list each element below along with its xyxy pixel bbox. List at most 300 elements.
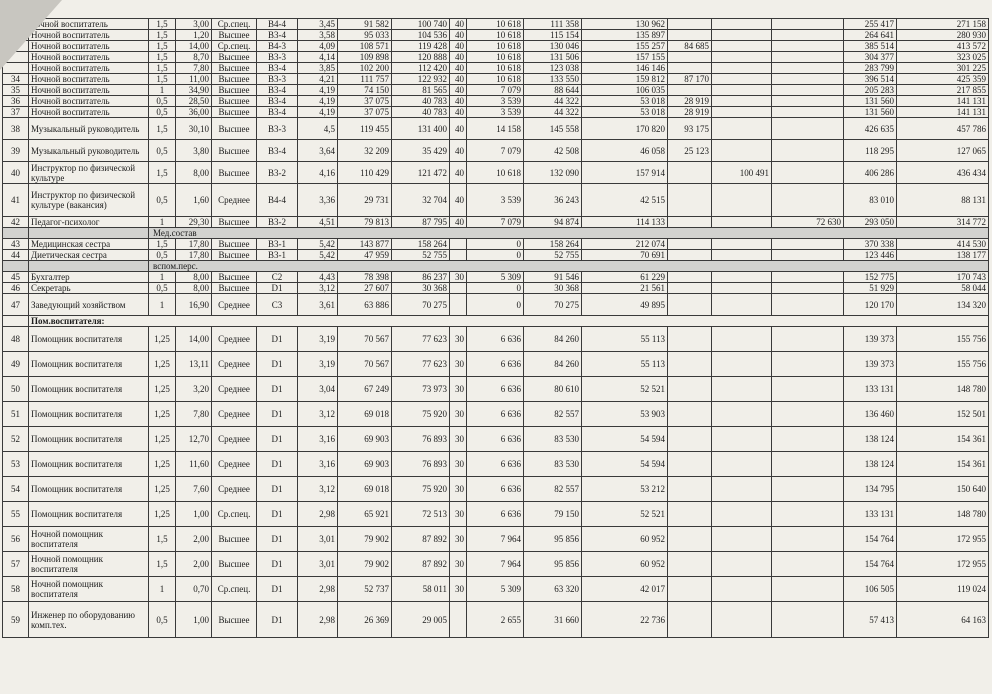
table-cell: 10 618 <box>467 63 524 74</box>
table-cell <box>772 377 844 402</box>
table-cell: 28,50 <box>176 96 212 107</box>
table-cell: 3,12 <box>298 402 338 427</box>
table-cell: Высшее <box>212 107 257 118</box>
table-cell: 131 506 <box>524 52 582 63</box>
row-number: 49 <box>3 352 29 377</box>
table-cell: 131 560 <box>844 107 897 118</box>
table-cell: 1,5 <box>149 527 176 552</box>
table-cell: 77 623 <box>392 327 450 352</box>
table-cell: 53 212 <box>582 477 668 502</box>
table-cell: 10 618 <box>467 52 524 63</box>
row-number: 41 <box>3 184 29 217</box>
table-cell <box>712 477 772 502</box>
row-number: 40 <box>3 162 29 184</box>
table-cell <box>772 294 844 316</box>
table-cell: 154 764 <box>844 552 897 577</box>
table-cell: 82 557 <box>524 402 582 427</box>
table-cell: 1,5 <box>149 52 176 63</box>
table-cell: 29,30 <box>176 217 212 228</box>
table-cell: 55 113 <box>582 352 668 377</box>
table-cell: 0 <box>467 239 524 250</box>
table-cell: 5,42 <box>298 250 338 261</box>
table-row <box>3 327 989 352</box>
table-cell <box>772 452 844 477</box>
position-name: Педагог-психолог <box>29 217 149 228</box>
table-cell: Среднее <box>212 402 257 427</box>
table-cell: 87 795 <box>392 217 450 228</box>
table-cell: 21 561 <box>582 283 668 294</box>
table-cell: 64 163 <box>897 602 989 638</box>
table-cell: 30 <box>450 502 467 527</box>
table-cell: D1 <box>257 352 298 377</box>
table-cell: В3-3 <box>257 52 298 63</box>
table-cell: В3-3 <box>257 74 298 85</box>
table-cell: 29 005 <box>392 602 450 638</box>
table-cell: 127 065 <box>897 140 989 162</box>
table-cell: 108 571 <box>338 41 392 52</box>
table-cell <box>772 602 844 638</box>
table-cell: 80 610 <box>524 377 582 402</box>
table-cell: 1,25 <box>149 352 176 377</box>
table-cell <box>712 452 772 477</box>
table-cell: 37 075 <box>338 107 392 118</box>
section-header-row <box>3 228 989 239</box>
table-cell: Высшее <box>212 162 257 184</box>
table-cell: 63 886 <box>338 294 392 316</box>
table-cell: 69 018 <box>338 477 392 502</box>
table-cell <box>712 184 772 217</box>
table-cell: 457 786 <box>897 118 989 140</box>
table-cell: 154 764 <box>844 527 897 552</box>
position-name: Диетическая сестра <box>29 250 149 261</box>
table-cell: 10 618 <box>467 162 524 184</box>
table-cell: Ср.спец. <box>212 502 257 527</box>
table-cell: 79 813 <box>338 217 392 228</box>
table-cell: 40 783 <box>392 107 450 118</box>
table-cell: 155 756 <box>897 327 989 352</box>
table-cell: 3,58 <box>298 30 338 41</box>
table-cell: 42 508 <box>524 140 582 162</box>
table-cell: 172 955 <box>897 527 989 552</box>
table-cell: D1 <box>257 427 298 452</box>
table-cell: 1,5 <box>149 74 176 85</box>
table-cell: 1,5 <box>149 30 176 41</box>
table-cell: 426 635 <box>844 118 897 140</box>
table-cell: 10 618 <box>467 41 524 52</box>
table-cell: 3,61 <box>298 294 338 316</box>
row-number: 58 <box>3 577 29 602</box>
table-cell: 100 491 <box>712 162 772 184</box>
table-cell <box>772 427 844 452</box>
table-cell: 40 <box>450 96 467 107</box>
table-cell: 6 636 <box>467 377 524 402</box>
table-cell: 123 038 <box>524 63 582 74</box>
table-cell <box>668 477 712 502</box>
table-cell <box>772 272 844 283</box>
table-cell: 30,10 <box>176 118 212 140</box>
table-cell: 152 775 <box>844 272 897 283</box>
table-cell: 87 892 <box>392 527 450 552</box>
table-cell: 75 920 <box>392 477 450 502</box>
table-cell: D1 <box>257 527 298 552</box>
table-cell: 280 930 <box>897 30 989 41</box>
table-cell: 1,60 <box>176 184 212 217</box>
table-cell: В3-4 <box>257 63 298 74</box>
table-cell: 1,25 <box>149 402 176 427</box>
position-name: Помощник воспитателя <box>29 402 149 427</box>
table-cell: 154 361 <box>897 427 989 452</box>
table-cell: 32 209 <box>338 140 392 162</box>
table-cell: D1 <box>257 602 298 638</box>
table-cell <box>668 239 712 250</box>
table-cell: Высшее <box>212 217 257 228</box>
table-cell: 133 550 <box>524 74 582 85</box>
table-cell: 40 <box>450 184 467 217</box>
table-cell: 14,00 <box>176 327 212 352</box>
table-cell: 110 429 <box>338 162 392 184</box>
table-cell: 70 691 <box>582 250 668 261</box>
table-cell <box>450 283 467 294</box>
table-row <box>3 41 989 52</box>
table-cell: 40 <box>450 107 467 118</box>
table-cell: 40 783 <box>392 96 450 107</box>
table-cell: 26 369 <box>338 602 392 638</box>
table-cell: 44 322 <box>524 107 582 118</box>
table-cell: 106 505 <box>844 577 897 602</box>
table-cell: 141 131 <box>897 107 989 118</box>
table-cell: 0 <box>467 283 524 294</box>
table-row <box>3 184 989 217</box>
table-cell: 1,25 <box>149 377 176 402</box>
table-cell <box>772 30 844 41</box>
table-cell: 76 893 <box>392 427 450 452</box>
table-cell <box>712 283 772 294</box>
table-cell: 141 131 <box>897 96 989 107</box>
table-cell: 61 229 <box>582 272 668 283</box>
table-cell: 3,00 <box>176 19 212 30</box>
table-cell: 6 636 <box>467 452 524 477</box>
table-cell: D1 <box>257 577 298 602</box>
table-cell: 86 237 <box>392 272 450 283</box>
table-cell: 2,00 <box>176 527 212 552</box>
row-number: 36 <box>3 96 29 107</box>
table-cell: 67 249 <box>338 377 392 402</box>
table-cell: 4,16 <box>298 162 338 184</box>
table-cell: 133 131 <box>844 502 897 527</box>
table-cell: 436 434 <box>897 162 989 184</box>
table-cell: 42 515 <box>582 184 668 217</box>
table-row <box>3 63 989 74</box>
table-cell: 53 018 <box>582 96 668 107</box>
table-row <box>3 377 989 402</box>
table-cell: 69 018 <box>338 402 392 427</box>
table-cell: 3,80 <box>176 140 212 162</box>
table-cell: 0 <box>467 294 524 316</box>
table-cell: Высшее <box>212 272 257 283</box>
table-cell: 139 373 <box>844 327 897 352</box>
position-name: Ночной помощник воспитателя <box>29 552 149 577</box>
table-cell <box>772 96 844 107</box>
table-cell: 36,00 <box>176 107 212 118</box>
table-row <box>3 19 989 30</box>
table-cell: 4,5 <box>298 118 338 140</box>
table-cell: 283 799 <box>844 63 897 74</box>
table-cell <box>450 239 467 250</box>
table-cell: 95 856 <box>524 552 582 577</box>
table-cell <box>450 294 467 316</box>
table-cell: 76 893 <box>392 452 450 477</box>
table-cell: 40 <box>450 162 467 184</box>
table-cell <box>712 41 772 52</box>
row-number: 35 <box>3 85 29 96</box>
table-cell: 40 <box>450 140 467 162</box>
table-cell: С3 <box>257 294 298 316</box>
table-cell <box>668 52 712 63</box>
table-cell <box>668 502 712 527</box>
table-cell: 87 892 <box>392 552 450 577</box>
position-name: Ночной воспитатель <box>29 52 149 63</box>
table-cell: 35 429 <box>392 140 450 162</box>
table-cell: 40 <box>450 30 467 41</box>
table-cell: 84 685 <box>668 41 712 52</box>
table-cell: 120 170 <box>844 294 897 316</box>
table-cell: 4,14 <box>298 52 338 63</box>
row-number: 47 <box>3 294 29 316</box>
table-cell: 6 636 <box>467 402 524 427</box>
table-cell: 4,21 <box>298 74 338 85</box>
table-cell: 75 920 <box>392 402 450 427</box>
table-cell: Высшее <box>212 85 257 96</box>
table-cell: 130 962 <box>582 19 668 30</box>
table-row <box>3 30 989 41</box>
table-cell: 8,00 <box>176 162 212 184</box>
table-cell: 30 <box>450 477 467 502</box>
table-cell: 29 731 <box>338 184 392 217</box>
table-cell <box>772 477 844 502</box>
table-cell <box>772 552 844 577</box>
table-cell: 58 011 <box>392 577 450 602</box>
table-cell <box>772 352 844 377</box>
table-cell <box>772 402 844 427</box>
table-cell <box>712 96 772 107</box>
table-row <box>3 118 989 140</box>
section-title: Мед.состав <box>149 228 989 239</box>
table-cell: Ср.спец. <box>212 41 257 52</box>
table-cell: 53 018 <box>582 107 668 118</box>
table-cell: 323 025 <box>897 52 989 63</box>
table-cell <box>712 352 772 377</box>
table-cell: 88 131 <box>897 184 989 217</box>
table-cell: 95 856 <box>524 527 582 552</box>
table-cell: 40 <box>450 85 467 96</box>
table-cell: 4,09 <box>298 41 338 52</box>
table-cell: 396 514 <box>844 74 897 85</box>
table-cell: 6 636 <box>467 477 524 502</box>
table-cell: 30 368 <box>524 283 582 294</box>
table-cell: 79 902 <box>338 527 392 552</box>
table-cell: 7 079 <box>467 140 524 162</box>
table-cell: 0,70 <box>176 577 212 602</box>
table-cell <box>772 250 844 261</box>
table-cell <box>668 184 712 217</box>
table-cell: 170 820 <box>582 118 668 140</box>
table-cell: 7,80 <box>176 402 212 427</box>
table-cell: 53 903 <box>582 402 668 427</box>
table-row <box>3 217 989 228</box>
table-cell: 7,60 <box>176 477 212 502</box>
table-cell <box>668 250 712 261</box>
row-number: 38 <box>3 118 29 140</box>
position-name: Ночной помощник воспитателя <box>29 577 149 602</box>
table-cell: 46 058 <box>582 140 668 162</box>
table-row <box>3 140 989 162</box>
table-cell: 36 243 <box>524 184 582 217</box>
table-cell: 8,70 <box>176 52 212 63</box>
table-cell: 131 400 <box>392 118 450 140</box>
position-name: Помощник воспитателя <box>29 377 149 402</box>
table-cell <box>772 85 844 96</box>
table-cell <box>712 527 772 552</box>
table-cell: 157 914 <box>582 162 668 184</box>
table-cell: 30 <box>450 527 467 552</box>
table-row <box>3 85 989 96</box>
table-cell: 1,25 <box>149 327 176 352</box>
table-cell: 138 124 <box>844 452 897 477</box>
table-cell: 5 309 <box>467 577 524 602</box>
table-cell: 157 155 <box>582 52 668 63</box>
table-cell: 134 795 <box>844 477 897 502</box>
table-cell: 3,19 <box>298 327 338 352</box>
table-cell <box>712 250 772 261</box>
table-cell: 30 368 <box>392 283 450 294</box>
table-cell: В4-4 <box>257 19 298 30</box>
table-cell: 2,98 <box>298 577 338 602</box>
table-cell: 135 897 <box>582 30 668 41</box>
table-cell: 1,5 <box>149 162 176 184</box>
table-cell <box>450 602 467 638</box>
table-cell <box>450 250 467 261</box>
table-cell: 83 530 <box>524 452 582 477</box>
table-cell: 72 513 <box>392 502 450 527</box>
table-cell: 91 546 <box>524 272 582 283</box>
table-cell <box>772 140 844 162</box>
table-cell <box>668 162 712 184</box>
table-cell: 54 594 <box>582 427 668 452</box>
table-cell: Среднее <box>212 452 257 477</box>
table-row <box>3 107 989 118</box>
table-cell: 0,5 <box>149 184 176 217</box>
table-cell: 51 929 <box>844 283 897 294</box>
table-cell: 42 017 <box>582 577 668 602</box>
table-cell: 60 952 <box>582 527 668 552</box>
table-row <box>3 577 989 602</box>
table-cell: Высшее <box>212 63 257 74</box>
table-cell: 104 536 <box>392 30 450 41</box>
table-row <box>3 427 989 452</box>
table-cell: В4-4 <box>257 184 298 217</box>
table-cell: 88 644 <box>524 85 582 96</box>
table-cell <box>712 118 772 140</box>
table-cell <box>668 217 712 228</box>
row-number: 46 <box>3 283 29 294</box>
position-name: Ночной воспитатель <box>29 85 149 96</box>
table-row <box>3 272 989 283</box>
table-cell: 155 257 <box>582 41 668 52</box>
table-cell: 0,5 <box>149 96 176 107</box>
table-body <box>3 19 989 638</box>
table-cell: Высшее <box>212 74 257 85</box>
table-cell <box>772 107 844 118</box>
table-cell: 11,00 <box>176 74 212 85</box>
table-cell: 30 <box>450 327 467 352</box>
table-cell: 83 530 <box>524 427 582 452</box>
table-cell <box>668 327 712 352</box>
table-cell: 119 428 <box>392 41 450 52</box>
table-cell: D1 <box>257 283 298 294</box>
table-cell <box>712 402 772 427</box>
table-cell: 69 903 <box>338 427 392 452</box>
table-cell: 17,80 <box>176 239 212 250</box>
table-cell <box>772 527 844 552</box>
table-cell: 16,90 <box>176 294 212 316</box>
table-cell: 1 <box>149 577 176 602</box>
table-cell: 112 420 <box>392 63 450 74</box>
table-cell: 138 124 <box>844 427 897 452</box>
table-cell <box>712 140 772 162</box>
table-row <box>3 502 989 527</box>
table-cell <box>712 217 772 228</box>
table-cell: 1,00 <box>176 502 212 527</box>
position-name: Ночной воспитатель <box>29 63 149 74</box>
table-cell: 44 322 <box>524 96 582 107</box>
table-cell: 5 309 <box>467 272 524 283</box>
table-cell: D1 <box>257 327 298 352</box>
table-cell <box>668 283 712 294</box>
table-cell: D1 <box>257 377 298 402</box>
table-cell: Среднее <box>212 184 257 217</box>
section-title: вспом.перс. <box>149 261 989 272</box>
table-cell: 22 736 <box>582 602 668 638</box>
table-cell: В4-3 <box>257 41 298 52</box>
table-cell: 17,80 <box>176 250 212 261</box>
table-cell: 111 757 <box>338 74 392 85</box>
table-cell: Высшее <box>212 96 257 107</box>
table-cell: 84 260 <box>524 327 582 352</box>
table-cell: 7,80 <box>176 63 212 74</box>
table-cell: 1,25 <box>149 452 176 477</box>
table-row <box>3 162 989 184</box>
row-number: 54 <box>3 477 29 502</box>
table-cell: 413 572 <box>897 41 989 52</box>
table-cell: 1,20 <box>176 30 212 41</box>
position-name: Заведующий хозяйством <box>29 294 149 316</box>
table-cell: 138 177 <box>897 250 989 261</box>
table-cell: 3,01 <box>298 552 338 577</box>
table-cell: 81 565 <box>392 85 450 96</box>
table-cell <box>668 602 712 638</box>
table-cell: D1 <box>257 402 298 427</box>
table-cell <box>772 19 844 30</box>
table-cell: 37 075 <box>338 96 392 107</box>
table-cell: Высшее <box>212 30 257 41</box>
table-cell <box>712 107 772 118</box>
table-cell: 6 636 <box>467 502 524 527</box>
position-name: Инструктор по физической культуре (вакансия) <box>29 184 149 217</box>
group-title: Пом.воспитателя: <box>29 316 989 327</box>
table-cell: 40 <box>450 118 467 140</box>
row-number: 50 <box>3 377 29 402</box>
table-cell <box>712 502 772 527</box>
